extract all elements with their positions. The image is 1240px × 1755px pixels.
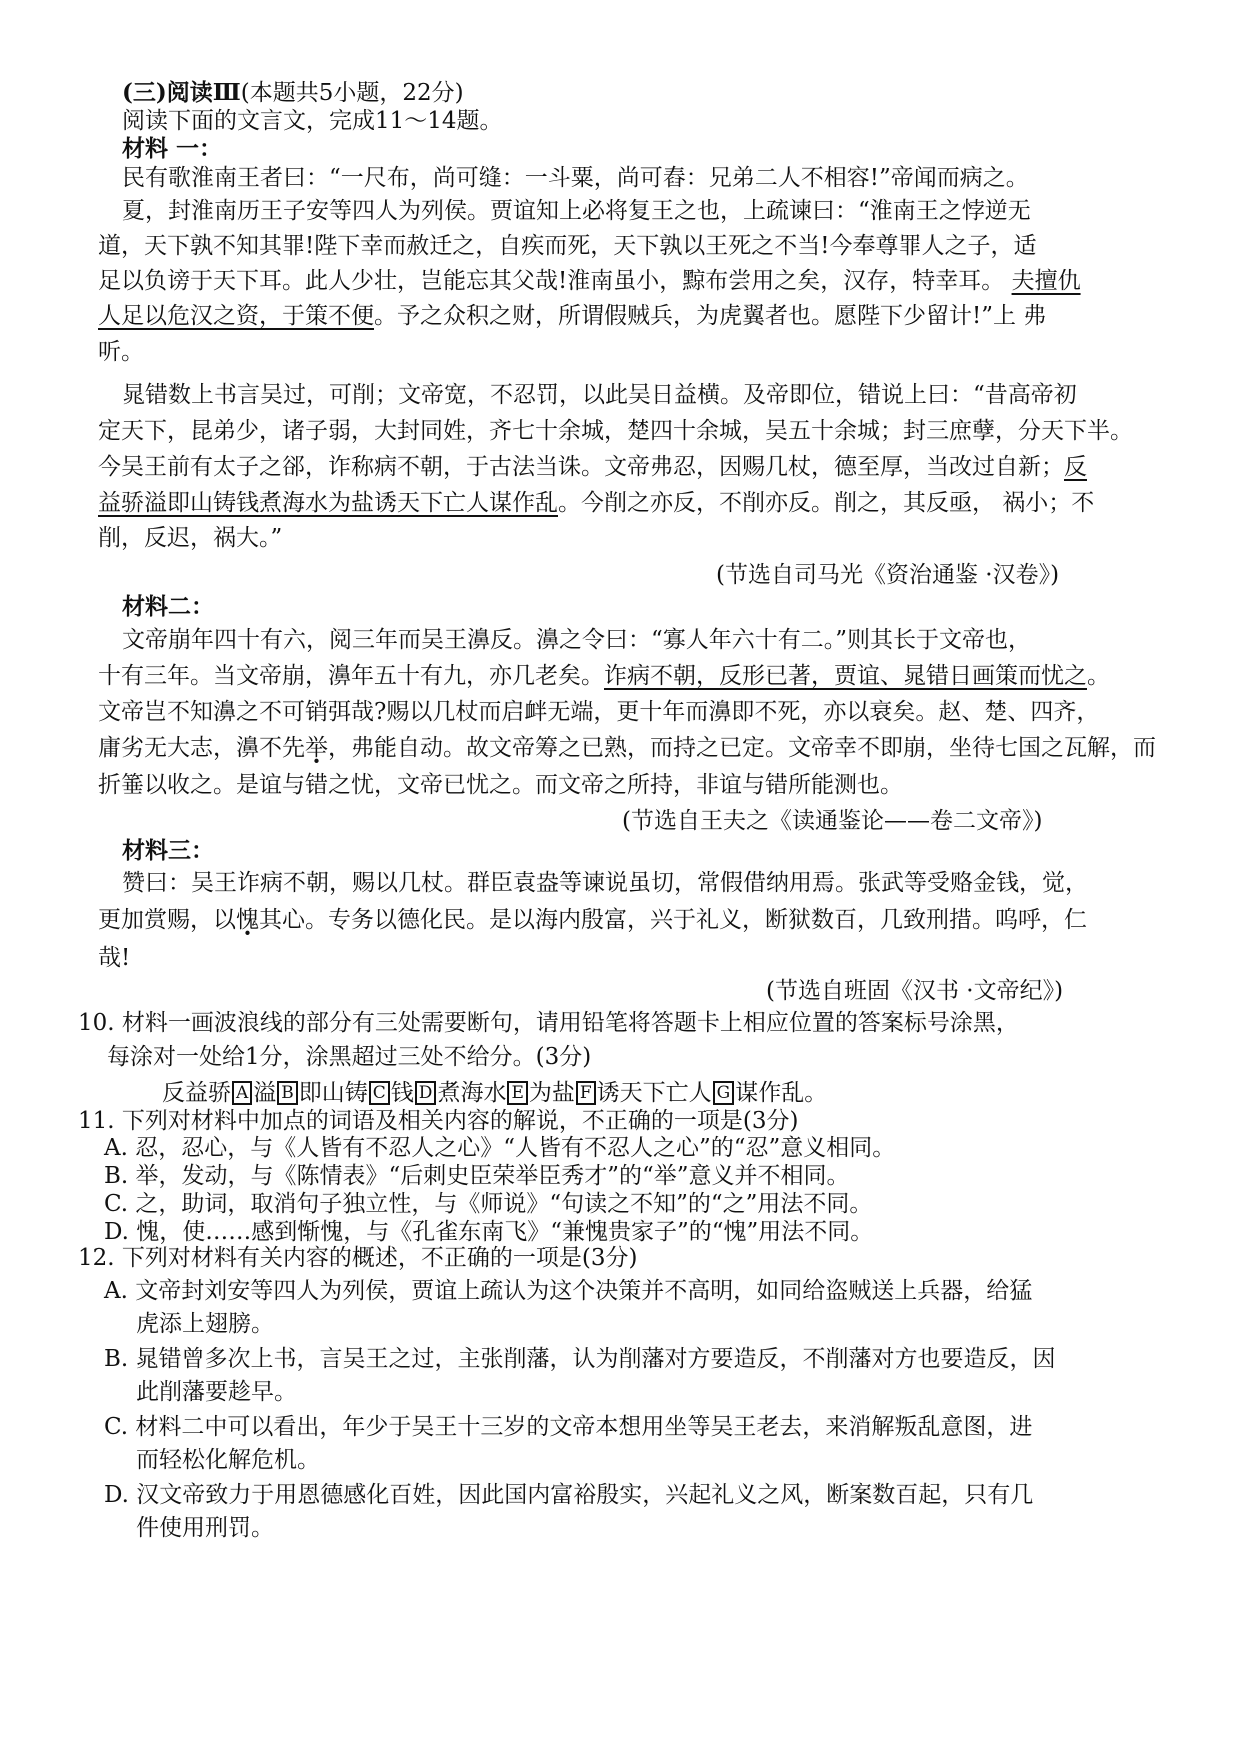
q10-seg-7: 诱天下亡人 — [596, 1080, 712, 1106]
m2-underlined-sentence: 诈病不朝，反形已著，贾谊、晁错日画策而忧之 — [604, 663, 1087, 689]
answer-box-c[interactable]: C — [369, 1081, 390, 1105]
material-3-label: 材料三： — [122, 837, 214, 864]
question-12-option-a-line-2[interactable]: 虎添上翅膀。 — [136, 1311, 274, 1337]
material-2-line-2 — [98, 661, 1110, 691]
material-1-label: 材料 一： — [122, 135, 223, 162]
m1-underlined-sentence-end: 人足以危汉之资，于策不便 — [98, 303, 374, 329]
m1-line-4-text: 足以负谤于天下耳。此人少壮，岂能忘其父哉!淮南虽小，黥布尝用之矣，汉存，特幸耳。 — [98, 268, 1012, 294]
m1-wavy-sentence-start: 反 — [1064, 454, 1087, 480]
answer-box-g[interactable]: G — [713, 1081, 735, 1105]
m2-line-2-end: 。 — [1087, 663, 1110, 689]
question-11-option-d[interactable]: D. 愧，使……感到惭愧，与《孔雀东南飞》“兼愧贵家子”的“愧”用法不同。 — [104, 1219, 874, 1245]
material-3-source: (节选自班固《汉书 ·文帝纪》) — [766, 978, 1064, 1004]
question-12-option-a-line-1[interactable]: A. 文帝封刘安等四人为列侯，贾谊上疏认为这个决策并不高明，如同给盗贼送上兵器，给猛 — [104, 1278, 1033, 1304]
section-title — [122, 78, 464, 108]
question-10-sentence — [162, 1078, 827, 1108]
question-11-option-a[interactable]: A. 忍，忍心，与《人皆有不忍人之心》“人皆有不忍人之心”的“忍”意义相同。 — [104, 1135, 896, 1161]
material-1-line-11: 削，反迟，祸大。” — [98, 525, 283, 551]
answer-box-a[interactable]: A — [232, 1081, 252, 1105]
m3-dotted-word-kui: 愧 — [236, 907, 259, 933]
q10-seg-4: 钱 — [390, 1080, 414, 1106]
material-1-line-6: 听。 — [98, 339, 144, 365]
question-11-option-b[interactable]: B. 举，发动，与《陈情表》“后刺史臣荣举臣秀才”的“举”意义并不相同。 — [104, 1163, 850, 1189]
material-1-line-4 — [98, 266, 1081, 296]
m2-line-4-text: 庸劣无大志，濞不先 — [98, 735, 305, 761]
question-11-stem: 11. 下列对材料中加点的词语及相关内容的解说，不正确的一项是(3分) — [78, 1108, 799, 1134]
material-1-line-8: 定天下，昆弟少，诸子弱，大封同姓，齐七十余城，楚四十余城，吴五十余城；封三庶孽，分天下半。 — [98, 418, 1133, 444]
material-1-line-7: 晁错数上书言吴过，可削；文帝宽，不忍罚，以此吴日益横。及帝即位，错说上曰：“昔高帝初 — [122, 382, 1077, 408]
q10-seg-2: 溢 — [253, 1080, 277, 1106]
material-2-label: 材料二： — [122, 593, 214, 620]
material-1-line-1: 民有歌淮南王者曰：“一尺布，尚可缝：一斗粟，尚可舂：兄弟二人不相容!”帝闻而病之。 — [122, 165, 1029, 191]
m1-wavy-sentence-end: 益骄溢即山铸钱煮海水为盐诱天下亡人谋作乱 — [98, 490, 558, 516]
question-12-option-c-line-2[interactable]: 而轻松化解危机。 — [136, 1447, 320, 1473]
q10-seg-8: 谋作乱。 — [735, 1080, 828, 1106]
material-3-line-3: 哉! — [98, 945, 131, 971]
material-2-line-3: 文帝岂不知濞之不可销弭哉?赐以几杖而启衅无端，更十年而濞即不死，亦以衰矣。赵、楚、四齐， — [98, 699, 1100, 725]
m1-line-10-text: 。今削之亦反，不削亦反。削之，其反亟， 祸小；不 — [558, 490, 1095, 516]
question-11-option-c[interactable]: C. 之，助词，取消句子独立性，与《师说》“句读之不知”的“之”用法不同。 — [104, 1191, 873, 1217]
section-instruction: 阅读下面的文言文，完成11～14题。 — [122, 108, 503, 134]
material-1-line-2: 夏，封淮南历王子安等四人为列侯。贾谊知上必将复王之也，上疏谏曰：“淮南王之悖逆无 — [122, 198, 1031, 224]
material-3-line-1: 赞曰：吴王诈病不朝，赐以几杖。群臣袁盎等谏说虽切，常假借纳用焉。张武等受赂金钱，觉， — [122, 870, 1088, 896]
material-1-source: (节选自司马光《资治通鉴 ·汉卷》) — [716, 562, 1060, 588]
question-12-option-b-line-1[interactable]: B. 晁错曾多次上书，言吴王之过，主张削藩，认为削藩对方要造反，不削藩对方也要造反，因 — [104, 1346, 1056, 1372]
m1-line-9-text: 今吴王前有太子之郤，诈称病不朝，于古法当诛。文帝弗忍，因赐几杖，德至厚，当改过自新； — [98, 454, 1064, 480]
q10-seg-6: 为盐 — [528, 1080, 575, 1106]
q10-seg-5: 煮海水 — [437, 1080, 507, 1106]
m2-line-4-rest: ，弗能自动。故文帝筹之已熟，而持之已定。文帝幸不即崩，坐待七国之瓦解，而 — [328, 735, 1156, 761]
q10-seg-1: 反益骄 — [162, 1080, 231, 1106]
material-2-line-4 — [98, 733, 1156, 763]
answer-box-b[interactable]: B — [277, 1081, 298, 1105]
material-2-source: (节选自王夫之《读通鉴论——卷二文帝》) — [622, 808, 1043, 834]
q10-seg-3: 即山铸 — [298, 1080, 368, 1106]
material-2-line-1: 文帝崩年四十有六，阅三年而吴王濞反。濞之令曰：“寡人年六十有二。”则其长于文帝也， — [122, 627, 1032, 653]
answer-box-f[interactable]: F — [576, 1081, 596, 1105]
material-1-line-9 — [98, 452, 1087, 482]
m1-line-5-text: 。予之众积之财，所谓假贼兵，为虎翼者也。愿陛下少留计!”上 弗 — [374, 303, 1047, 329]
answer-box-d[interactable]: D — [415, 1081, 437, 1105]
m1-underlined-sentence-start: 夫擅仇 — [1011, 268, 1081, 294]
question-12-stem: 12. 下列对材料有关内容的概述，不正确的一项是(3分) — [78, 1245, 638, 1271]
material-2-line-5: 折箠以收之。是谊与错之忧，文帝已忧之。而文帝之所持，非谊与错所能测也。 — [98, 772, 903, 798]
m3-line-2-text: 更加赏赐，以 — [98, 907, 236, 933]
material-1-line-5 — [98, 301, 1046, 331]
question-10-stem-2: 每涂对一处给1分，涂黑超过三处不给分。(3分) — [107, 1044, 592, 1070]
material-3-line-2 — [98, 905, 1087, 935]
question-12-option-b-line-2[interactable]: 此削藩要趁早。 — [136, 1379, 297, 1405]
question-10-stem-1: 10. 材料一画波浪线的部分有三处需要断句，请用铅笔将答题卡上相应位置的答案标号涂黑， — [78, 1010, 1019, 1036]
question-12-option-c-line-1[interactable]: C. 材料二中可以看出，年少于吴王十三岁的文帝本想用坐等吴王老去，来消解叛乱意图，进 — [104, 1414, 1033, 1440]
answer-box-e[interactable]: E — [507, 1081, 527, 1105]
question-12-option-d-line-1[interactable]: D. 汉文帝致力于用恩德感化百姓，因此国内富裕殷实，兴起礼义之风，断案数百起，只有几 — [104, 1482, 1034, 1508]
m2-dotted-word-ju: 举 — [305, 735, 328, 761]
section-label: (三)阅读Ⅲ — [122, 79, 241, 106]
question-12-option-d-line-2[interactable]: 件使用刑罚。 — [136, 1515, 274, 1541]
section-score: (本题共5小题，22分) — [240, 80, 464, 106]
material-1-line-3: 道，天下孰不知其罪!陛下幸而赦迁之，自疾而死，天下孰以王死之不当!今奉尊罪人之子，适 — [98, 233, 1037, 259]
material-1-line-10 — [98, 488, 1094, 518]
m3-line-2-rest: 其心。专务以德化民。是以海内殷富，兴于礼义，断狱数百，几致刑措。呜呼，仁 — [259, 907, 1087, 933]
m2-line-2-text: 十有三年。当文帝崩，濞年五十有九，亦几老矣。 — [98, 663, 604, 689]
